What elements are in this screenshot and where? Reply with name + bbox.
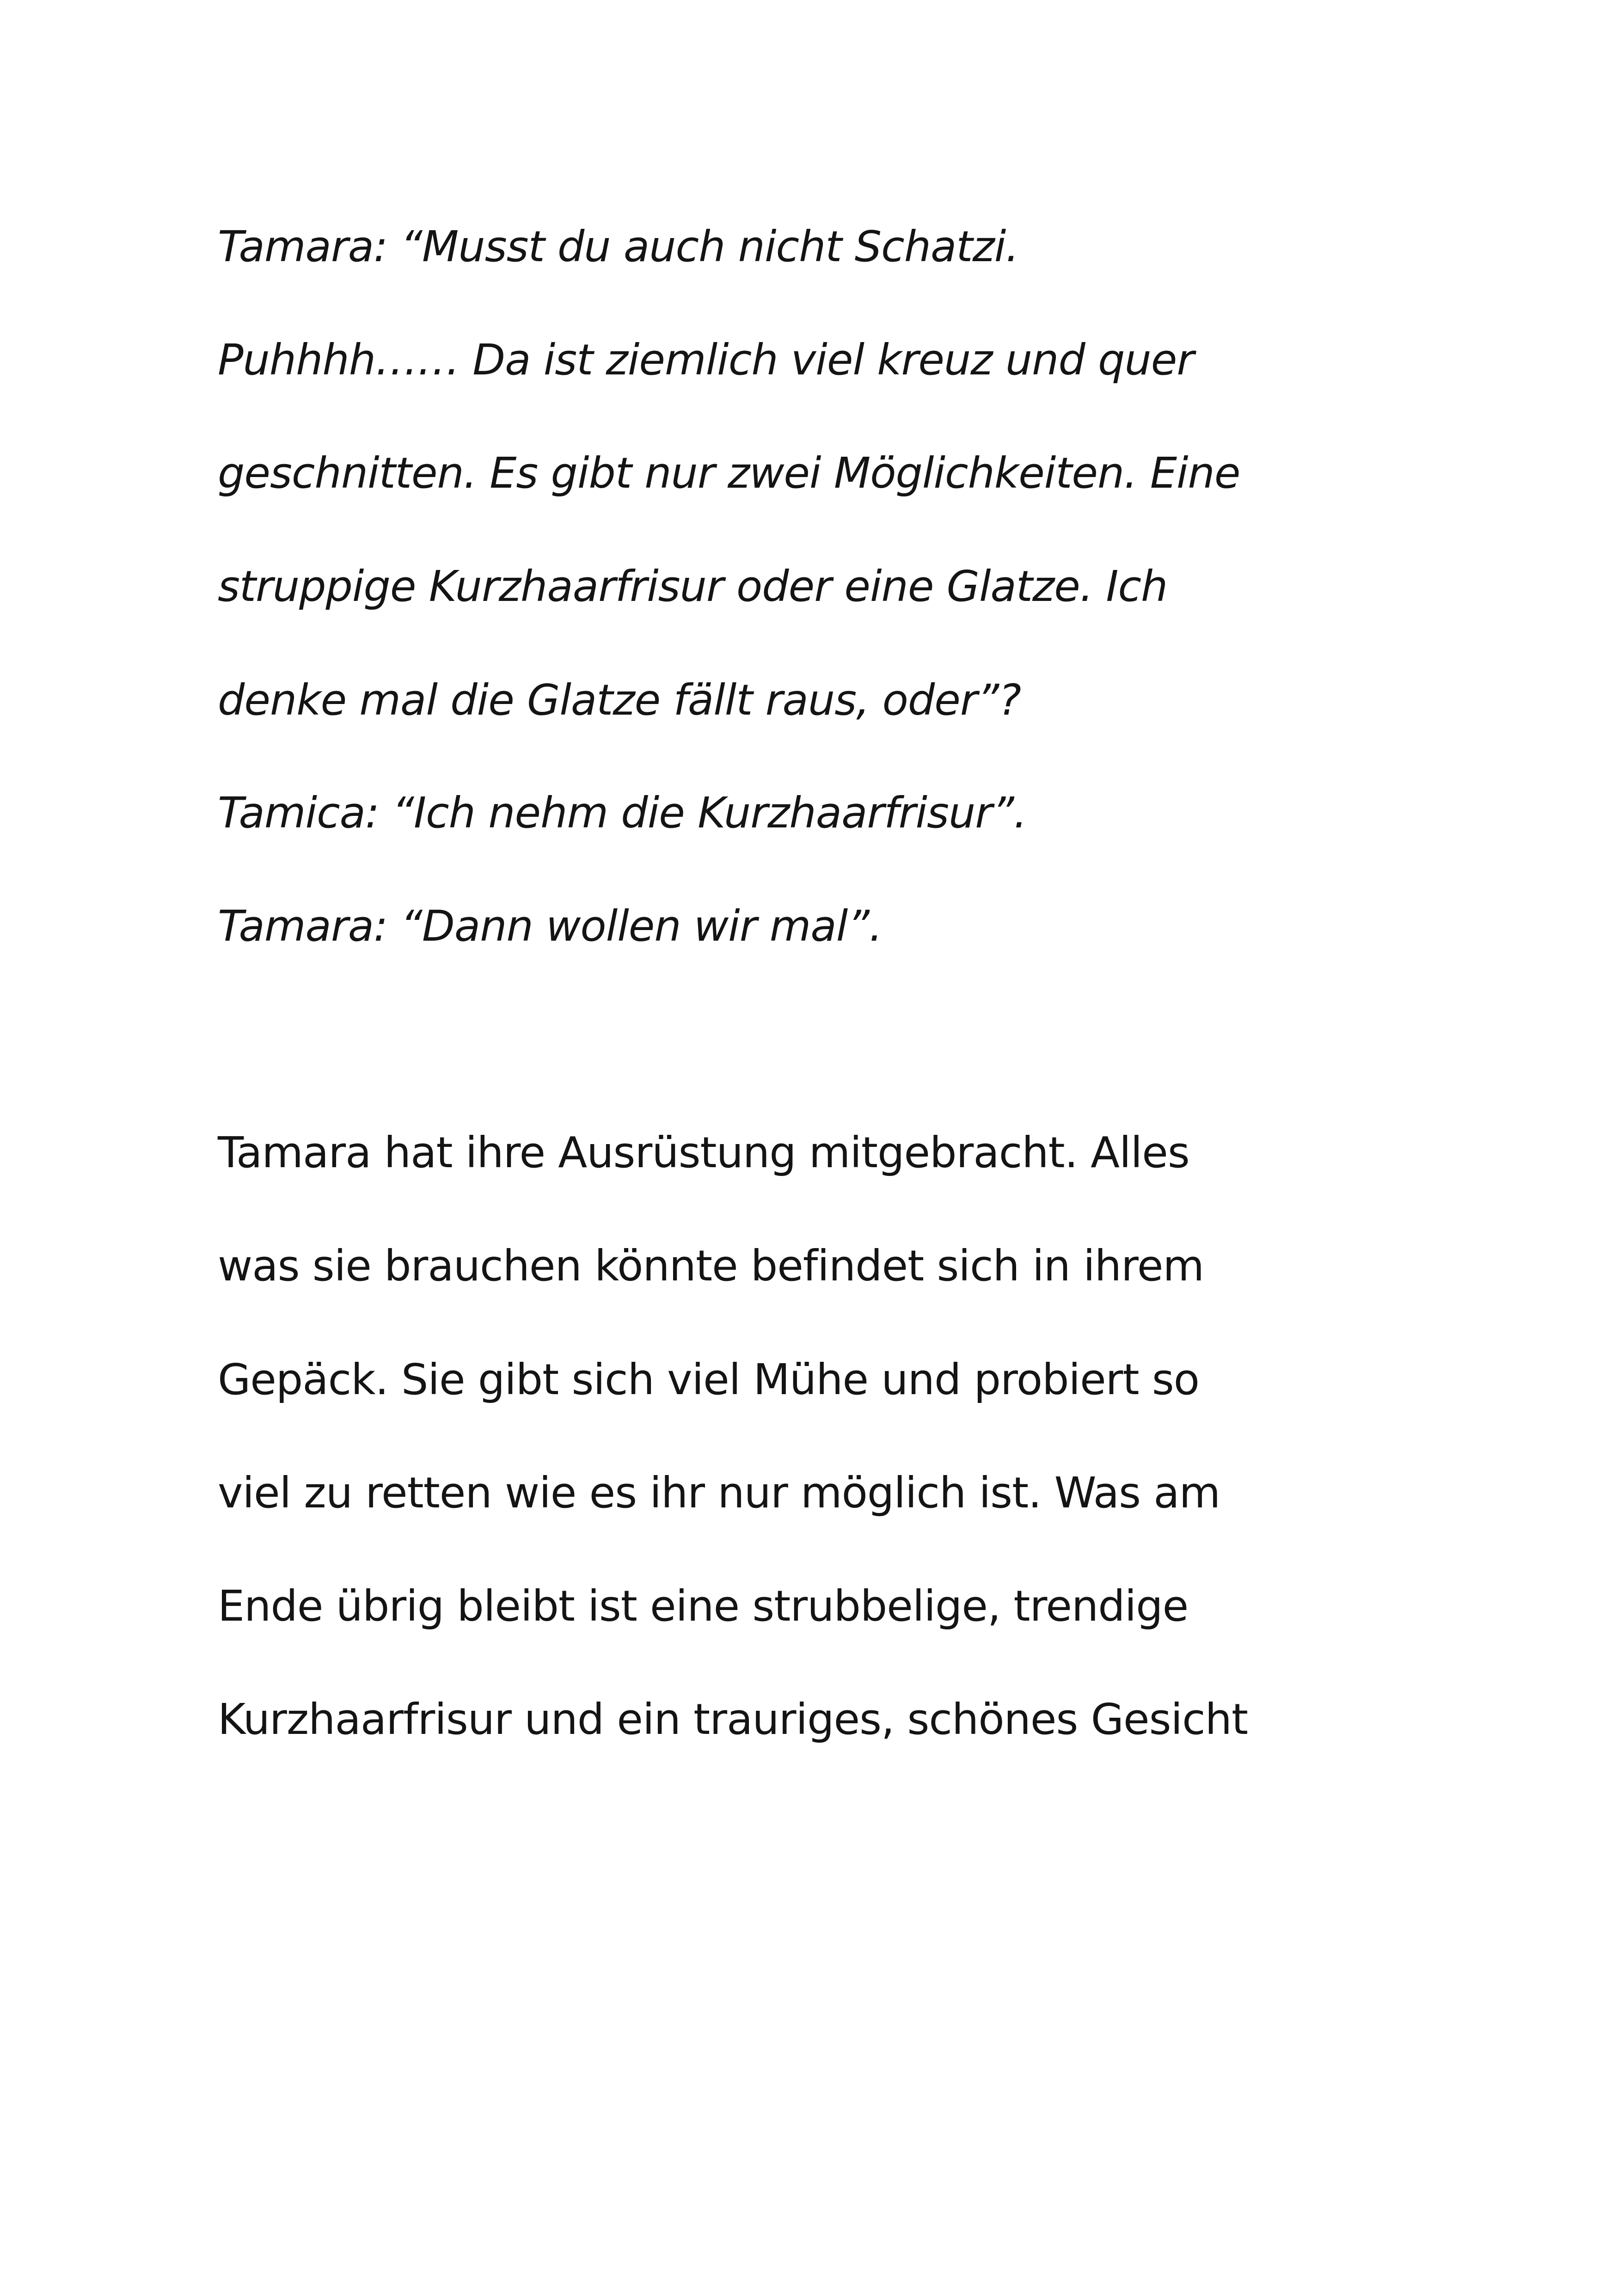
narrative-line: Tamara hat ihre Ausrüstung mitgebracht. Alles <box>218 1128 1189 1177</box>
narrative-line: viel zu retten wie es ihr nur möglich ist. Was am <box>218 1468 1220 1518</box>
dialogue-line: Tamara: “Musst du auch nicht Schatzi. <box>218 222 1019 271</box>
dialogue-line: Puhhhh…… Da ist ziemlich viel kreuz und quer <box>218 335 1194 385</box>
dialogue-line: Tamara: “Dann wollen wir mal”. <box>218 901 883 951</box>
dialogue-line: struppige Kurzhaarfrisur oder eine Glatze. Ich <box>218 562 1168 611</box>
narrative-line: Gepäck. Sie gibt sich viel Mühe und probiert so <box>218 1355 1200 1404</box>
narrative-line: was sie brauchen könnte befindet sich in ihrem <box>218 1241 1204 1291</box>
narrative-line: Ende übrig bleibt ist eine strubbelige, trendige <box>218 1581 1189 1631</box>
dialogue-line: denke mal die Glatze fällt raus, oder”? <box>218 675 1021 725</box>
dialogue-line: geschnitten. Es gibt nur zwei Möglichkeiten. Eine <box>218 448 1240 498</box>
narrative-line: Kurzhaarfrisur und ein trauriges, schönes Gesicht <box>218 1695 1248 1744</box>
dialogue-line: Tamica: “Ich nehm die Kurzhaarfrisur”. <box>218 788 1027 838</box>
